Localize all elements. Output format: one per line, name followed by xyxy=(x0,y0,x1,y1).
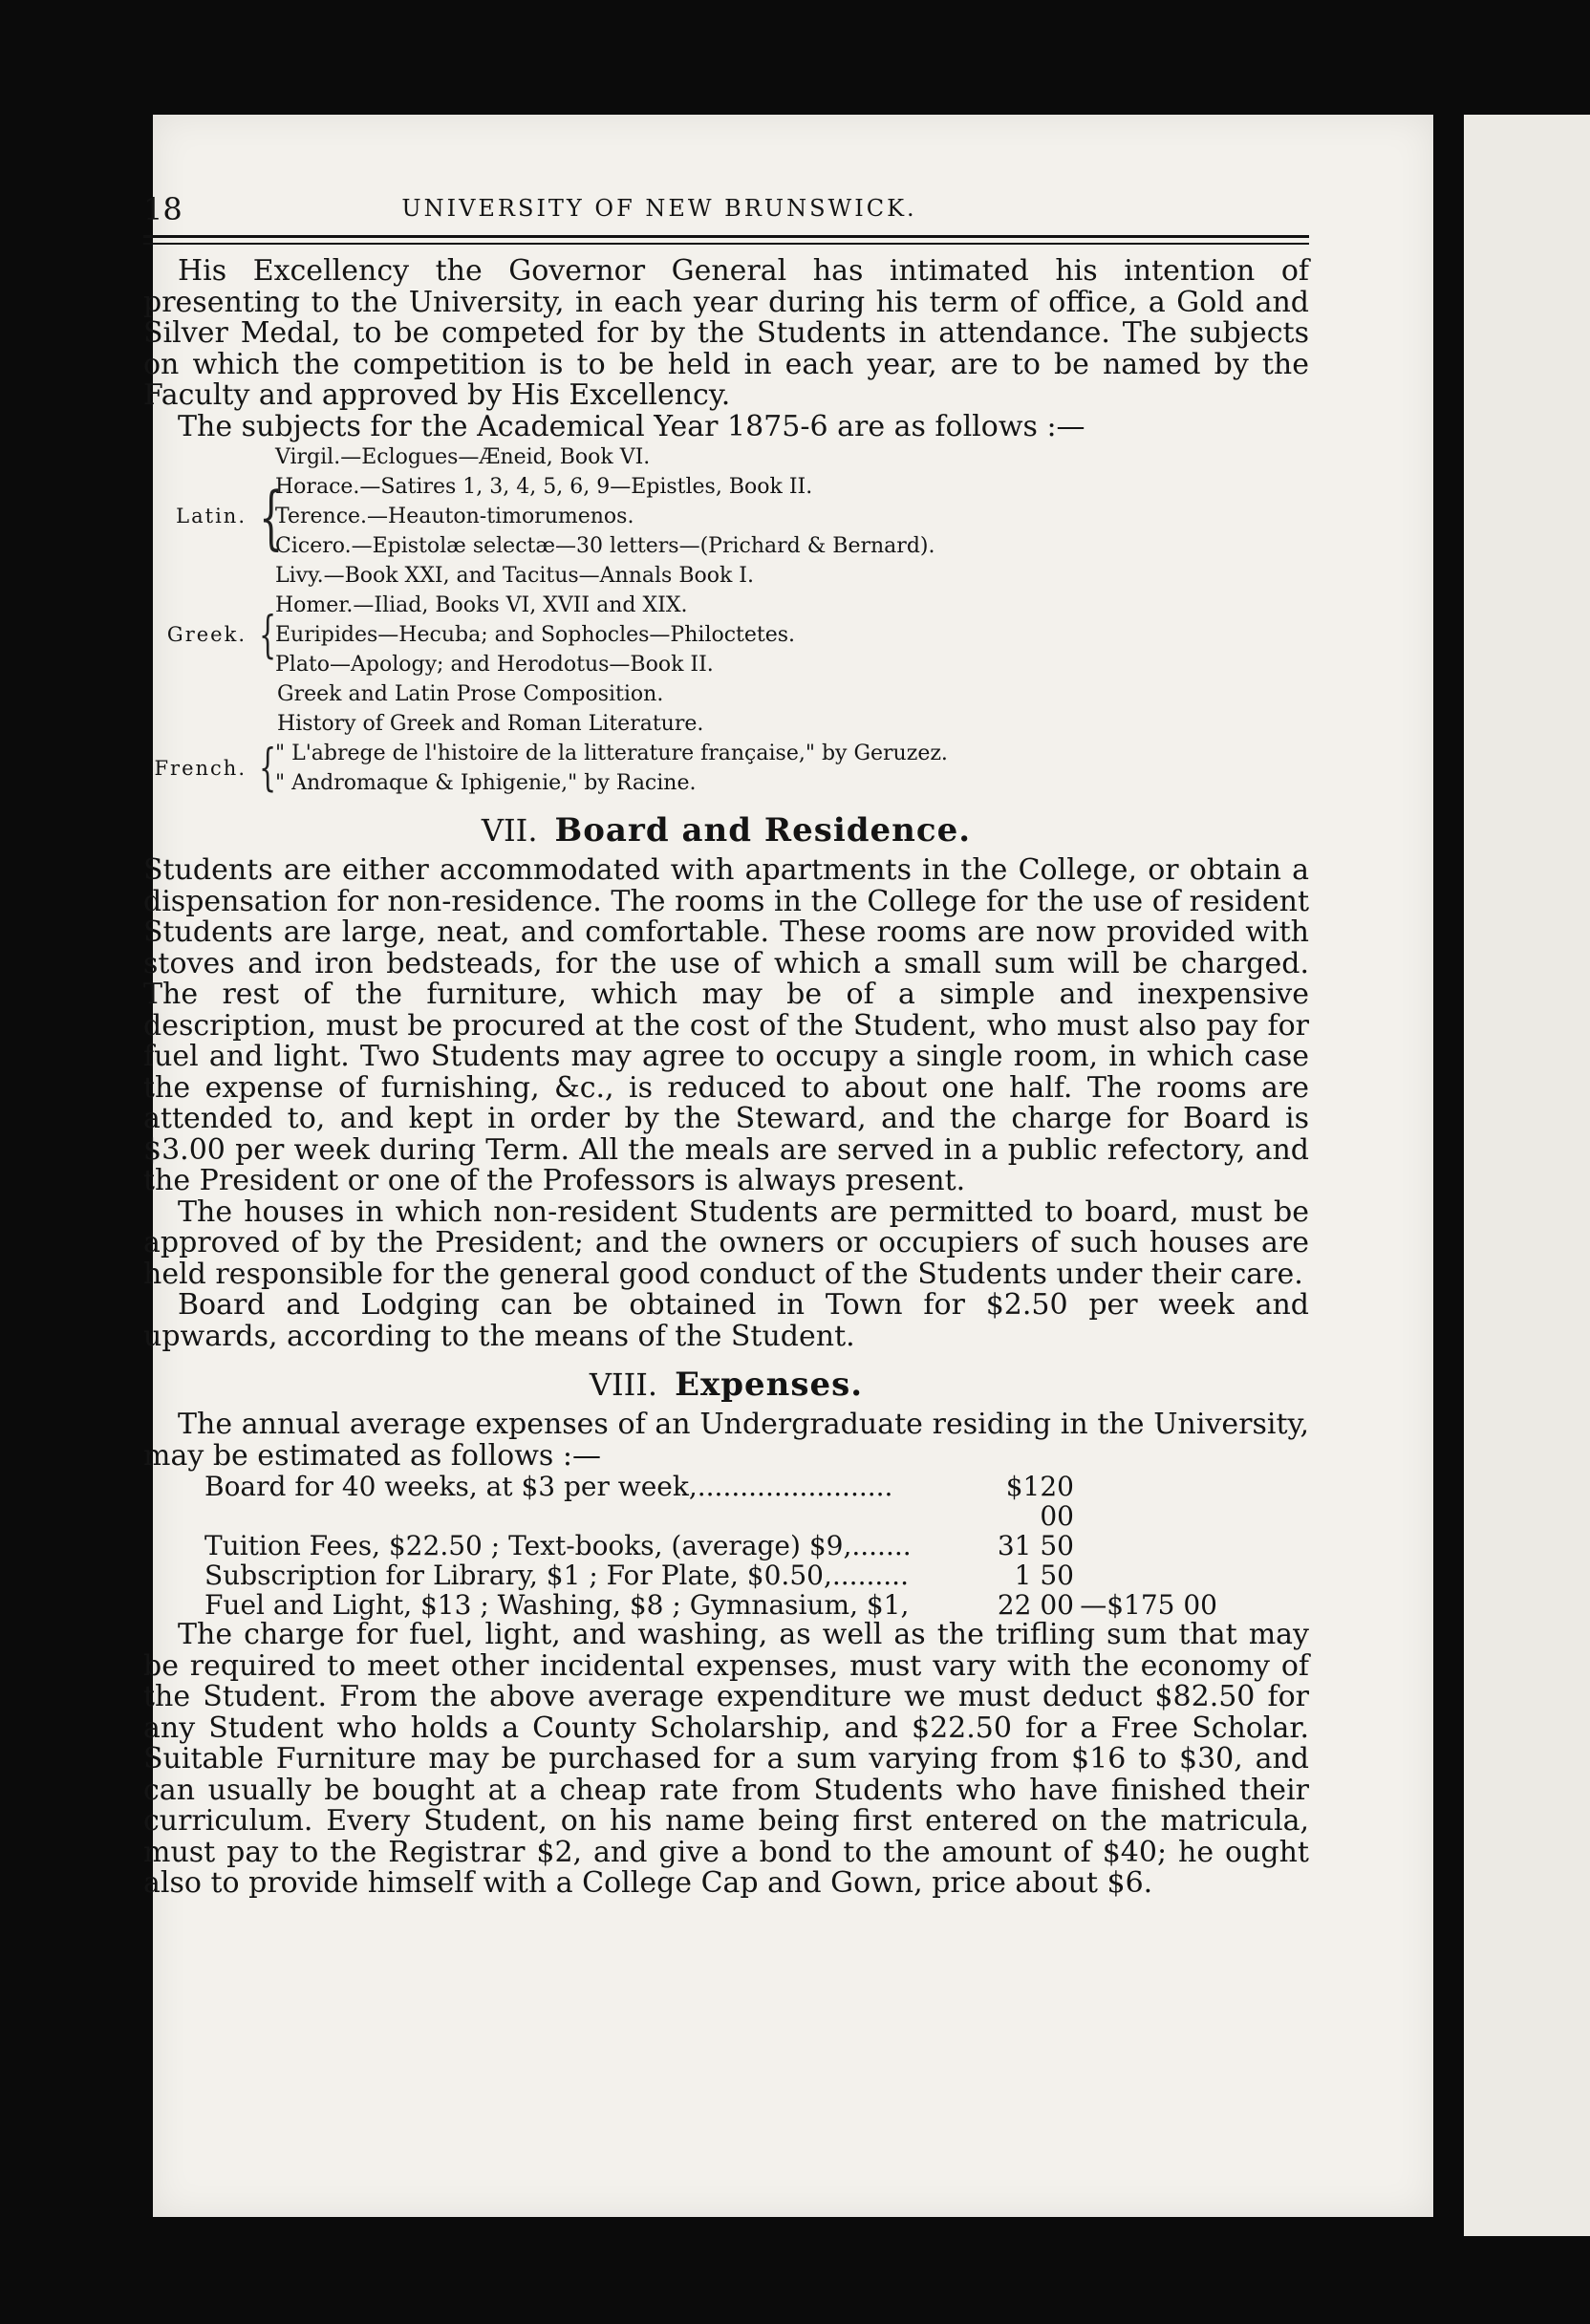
section-number: VIII. xyxy=(589,1366,658,1403)
expense-amount: 1 50 xyxy=(1014,1560,1074,1591)
expense-description: Tuition Fees, $22.50 ; Text-books, (average) $9,....... xyxy=(204,1530,912,1561)
subject-item: Euripides—Hecuba; and Sophocles—Philoctetes. xyxy=(275,623,796,647)
expense-total xyxy=(1074,1472,1217,1531)
adjacent-page-edge xyxy=(1464,115,1590,2236)
paragraph-expenses-intro: The annual average expenses of an Undergraduate residing in the University, may be estimated as follows :— xyxy=(143,1408,1309,1473)
expense-description: Board for 40 weeks, at $3 per week,....................... xyxy=(204,1471,893,1502)
section-heading-expenses xyxy=(143,1366,1309,1404)
expense-amount: 22 00 xyxy=(997,1589,1074,1621)
section-number: VII. xyxy=(481,812,538,849)
subjects-list xyxy=(143,442,1309,798)
expense-description: Subscription for Library, $1 ; For Plate, $0.50,......... xyxy=(204,1560,909,1591)
paragraph-board: Students are either accommodated with apartments in the College, or obtain a dispensation for non-residence. The rooms in the College for the use of resident Students are large, neat, and comfortable. These rooms are now provided with stoves and iron bedsteads, for the use of which a small sum will be charged. The rest of the furniture, which may be of a simple and inexpensive description, must be procured at the cost of the Student, who must also pay for fuel and light. Two Students may agree to occupy a single room, in which case the expense of furnishing, &c., is reduced to about one half. The rooms are attended to, and kept in order by the Steward, and the charge for Board is $3.00 per week during Term. All the meals are served in a public refectory, and the President or one of the Professors is always present. xyxy=(143,853,1309,1197)
expense-row xyxy=(204,1560,1309,1590)
paragraph-subjects-intro: The subjects for the Academical Year 1875-6 are as follows :— xyxy=(178,409,1085,443)
brace-icon: { xyxy=(258,606,277,664)
section-heading-board xyxy=(143,811,1309,850)
subject-item: Plato—Apology; and Herodotus—Book II. xyxy=(275,653,714,677)
paragraph-nonresident: The houses in which non-resident Students are permitted to board, must be approved of by the President; and the owners or occupiers of such houses are held responsible for the general good conduct of the Students under their care. xyxy=(143,1194,1309,1291)
paragraph-medal: His Excellency the Governor General has intimated his intention of presenting to the University, in each year during his term of office, a Gold and Silver Medal, to be competed for by the Students in attendance. The subjects on which the competition is to be held in each year, are to be named by the Faculty and approved by His Excellency. xyxy=(143,254,1309,412)
paragraph-expenses-closing: The charge for fuel, light, and washing, as well as the trifling sum that may be required to meet other incidental expenses, must vary with the economy of the Student. From the above average expenditure we must deduct $82.50 for any Student who holds a County Scholarship, and $22.50 for a Free Scholar. Suitable Furniture may be purchased for a sum varying from $16 to $30, and can usually be bought at a cheap rate from Students who have finished their curriculum. Every Student, on his name being first entered on the matricula, must pay to the Registrar $2, and give a bond to the amount of $40; he ought also to provide himself with a College Cap and Gown, price about $6. xyxy=(143,1618,1309,1900)
expense-total xyxy=(1074,1560,1217,1590)
subject-item: Virgil.—Eclogues—Æneid, Book VI. xyxy=(275,445,651,469)
subject-item: Cicero.—Epistolæ selectæ—30 letters—(Prichard & Bernard). xyxy=(275,534,935,558)
expense-amount: 31 50 xyxy=(997,1530,1074,1561)
section-title: Board and Residence. xyxy=(554,811,972,850)
subject-item: Livy.—Book XXI, and Tacitus—Annals Book I. xyxy=(275,564,754,588)
section-title: Expenses. xyxy=(675,1366,864,1404)
subject-item: " L'abrege de l'histoire de la litterature française," by Geruzez. xyxy=(275,742,948,765)
brace-icon: { xyxy=(258,740,277,797)
page-header xyxy=(143,191,1309,239)
expense-row xyxy=(204,1531,1309,1560)
expense-row xyxy=(204,1472,1309,1531)
subject-item: Horace.—Satires 1, 3, 4, 5, 6, 9—Epistles, Book II. xyxy=(275,475,813,499)
latin-label: Latin. xyxy=(176,505,247,527)
expense-total: —$175 00 xyxy=(1080,1589,1217,1621)
page-number: 18 xyxy=(143,191,183,227)
brace-icon: { xyxy=(258,476,284,557)
greek-subjects xyxy=(143,591,1309,679)
greek-label: Greek. xyxy=(166,623,247,646)
header-rule-thin xyxy=(143,243,1309,245)
expenses-table xyxy=(204,1472,1309,1620)
expense-amount: $120 00 xyxy=(1005,1471,1074,1532)
expense-description: Fuel and Light, $13 ; Washing, $8 ; Gymnasium, $1, xyxy=(204,1589,910,1621)
french-subjects xyxy=(143,739,1309,798)
french-label: French. xyxy=(154,756,247,780)
running-head: UNIVERSITY OF NEW BRUNSWICK. xyxy=(401,195,917,222)
page-body xyxy=(143,256,1309,1900)
expense-total xyxy=(1074,1531,1217,1560)
subject-item: History of Greek and Roman Literature. xyxy=(277,712,704,736)
paragraph-lodging: Board and Lodging can be obtained in Town for $2.50 per week and upwards, according to the means of the Student. xyxy=(143,1288,1309,1353)
subject-item: Terence.—Heauton-timorumenos. xyxy=(275,505,634,528)
subject-item: Greek and Latin Prose Composition. xyxy=(277,682,664,706)
expense-row xyxy=(204,1590,1309,1620)
subject-item: Homer.—Iliad, Books VI, XVII and XIX. xyxy=(275,593,688,617)
latin-subjects xyxy=(143,442,1309,591)
subject-item: " Andromaque & Iphigenie," by Racine. xyxy=(275,771,697,795)
header-rule xyxy=(143,235,1309,238)
